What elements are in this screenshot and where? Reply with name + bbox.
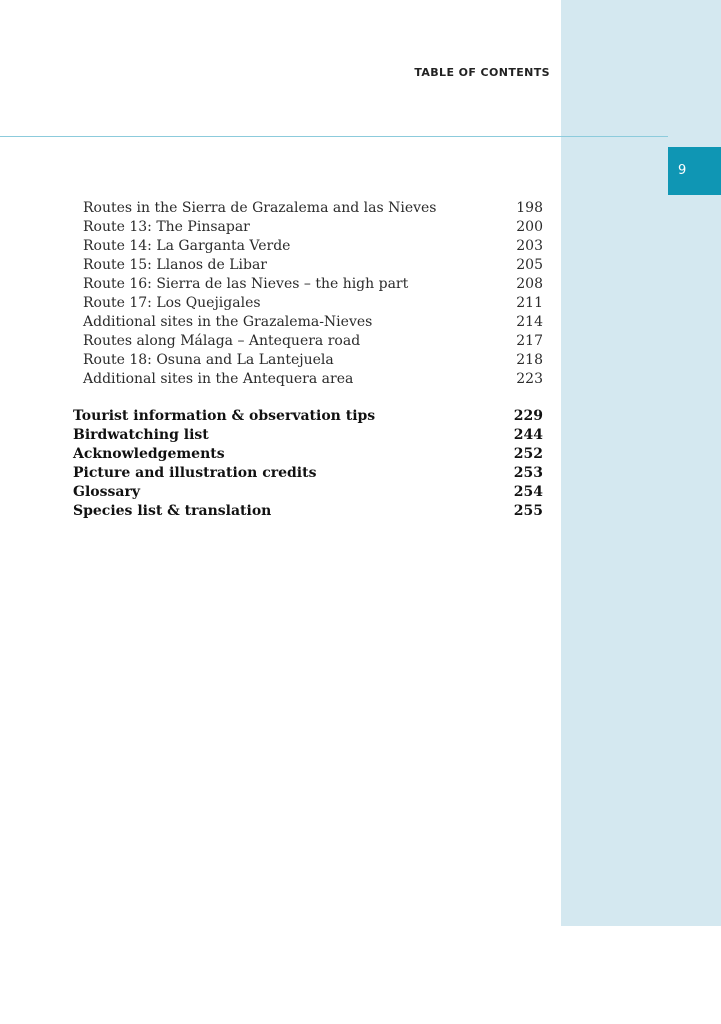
toc-main-entry [73, 502, 543, 521]
toc-entry [83, 313, 543, 332]
toc-main-entry [73, 464, 543, 483]
toc-entry [83, 256, 543, 275]
toc-entry [83, 294, 543, 313]
toc-main-entry [73, 426, 543, 445]
toc-entry [83, 237, 543, 256]
toc-entry-page: 218 [516, 352, 543, 368]
toc-entry-title: Route 13: The Pinsapar [83, 219, 250, 235]
toc-entry-title: Species list & translation [73, 503, 272, 519]
toc-entry [83, 370, 543, 389]
page-number-tab [668, 147, 721, 195]
toc-entry-title: Route 15: Llanos de Libar [83, 257, 268, 273]
page-number: 9 [678, 163, 687, 178]
toc-entry-title: Picture and illustration credits [73, 465, 317, 481]
toc-entry-page: 208 [516, 276, 543, 292]
header-rule [0, 136, 668, 137]
toc-entry-page: 205 [516, 257, 543, 273]
toc-entry [83, 332, 543, 351]
toc-entry-title: Route 17: Los Quejigales [83, 295, 261, 311]
toc-entry-page: 229 [513, 408, 543, 424]
side-band [561, 0, 721, 926]
toc-entry-page: 255 [513, 503, 543, 519]
toc-main-entry [73, 445, 543, 464]
toc-main-entry [73, 483, 543, 502]
toc-entry-title: Route 16: Sierra de las Nieves – the high part [83, 276, 409, 292]
toc-entry-title: Route 18: Osuna and La Lantejuela [83, 352, 334, 368]
toc-entry-page: 223 [516, 371, 543, 387]
toc-entry-page: 252 [513, 446, 543, 462]
toc-entry-title: Glossary [73, 484, 140, 500]
toc-entry-page: 200 [516, 219, 543, 235]
toc-entry [83, 275, 543, 294]
toc-entry-page: 253 [513, 465, 543, 481]
toc-entry [83, 351, 543, 370]
toc-entry [83, 218, 543, 237]
toc-entry-title: Routes in the Sierra de Grazalema and las Nieves [83, 200, 437, 216]
toc-entry-page: 254 [513, 484, 543, 500]
toc-entry-title: Additional sites in the Antequera area [83, 371, 354, 387]
toc-entry-title: Birdwatching list [73, 427, 209, 443]
toc-entry-page: 198 [516, 200, 543, 216]
toc-entry-title: Route 14: La Garganta Verde [83, 238, 291, 254]
toc-entry-page: 214 [516, 314, 543, 330]
toc-entry-page: 244 [513, 427, 543, 443]
toc-main-entry [73, 407, 543, 426]
toc-entry-page: 217 [516, 333, 543, 349]
toc-entry-title: Tourist information & observation tips [73, 408, 376, 424]
toc-entry-title: Routes along Málaga – Antequera road [83, 333, 361, 349]
toc-entry-title: Additional sites in the Grazalema-Nieves [83, 314, 373, 330]
toc-entry-page: 203 [516, 238, 543, 254]
toc-entry-page: 211 [516, 295, 543, 311]
running-header: TABLE OF CONTENTS [414, 66, 550, 79]
toc-entry-title: Acknowledgements [73, 446, 225, 462]
toc-entry [83, 199, 543, 218]
